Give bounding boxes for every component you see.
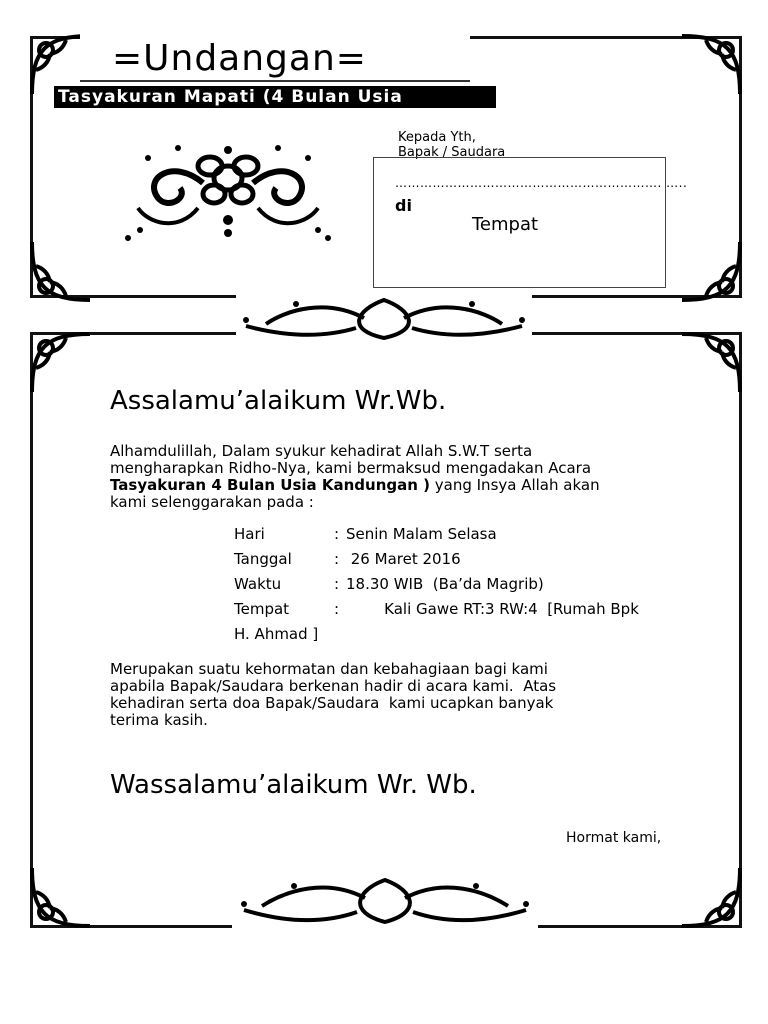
- bottom-ornament-icon: [232, 872, 538, 934]
- corner-ornament-icon: [26, 328, 96, 398]
- detail-label: Waktu: [234, 575, 282, 593]
- detail-colon: :: [334, 525, 340, 543]
- corner-ornament-icon: [26, 236, 96, 306]
- invitation-title: =Undangan=: [112, 38, 367, 79]
- corner-ornament-icon: [26, 862, 96, 932]
- recipient-line2: Bapak / Saudara: [398, 145, 506, 160]
- detail-value: Senin Malam Selasa: [346, 525, 497, 543]
- detail-value: Kali Gawe RT:3 RW:4 [Rumah Bpk: [346, 600, 639, 618]
- detail-label: Tempat: [234, 600, 290, 618]
- detail-colon: :: [334, 550, 340, 568]
- paragraph-line: apabila Bapak/Saudara berkenan hadir di acara kami. Atas: [110, 677, 557, 695]
- recipient-di: di: [395, 196, 412, 215]
- paragraph-line: kehadiran serta doa Bapak/Saudara kami ucapkan banyak: [110, 694, 554, 712]
- title-underline: [80, 80, 470, 82]
- detail-value: 18.30 WIB (Ba’da Magrib): [346, 575, 544, 593]
- subtitle-banner: [54, 86, 496, 108]
- event-name: Tasyakuran 4 Bulan Usia Kandungan ): [110, 476, 430, 494]
- signoff: Hormat kami,: [566, 830, 662, 846]
- detail-label: Hari: [234, 525, 265, 543]
- floral-ornament-icon: [118, 138, 338, 250]
- opening-paragraph: [110, 443, 700, 511]
- corner-ornament-icon: [676, 30, 746, 100]
- opening-greeting: Assalamu’alaikum Wr.Wb.: [110, 386, 447, 416]
- corner-ornament-icon: [676, 862, 746, 932]
- corner-ornament-icon: [676, 236, 746, 306]
- divider-ornament-icon: [236, 290, 532, 346]
- detail-value-continued: H. Ahmad ]: [234, 625, 319, 643]
- detail-value: 26 Maret 2016: [346, 550, 461, 568]
- detail-colon: :: [334, 575, 340, 593]
- invitation-subtitle: Tasyakuran Mapati (4 Bulan Usia: [58, 87, 403, 107]
- closing-greeting: Wassalamu’alaikum Wr. Wb.: [110, 770, 477, 800]
- paragraph-line: kami selenggarakan pada :: [110, 493, 314, 511]
- paragraph-line: mengharapkan Ridho-Nya, kami bermaksud mengadakan Acara: [110, 459, 592, 477]
- paragraph-text: yang Insya Allah akan: [430, 476, 600, 494]
- paragraph-line: [110, 477, 700, 494]
- recipient-line1: Kepada Yth,: [398, 130, 476, 145]
- recipient-salutation: [398, 130, 505, 160]
- detail-label: Tanggal: [234, 550, 292, 568]
- detail-colon: :: [334, 600, 340, 618]
- paragraph-line: Alhamdulillah, Dalam syukur kehadirat Allah S.W.T serta: [110, 442, 533, 460]
- corner-ornament-icon: [676, 328, 746, 398]
- paragraph-line: Merupakan suatu kehormatan dan kebahagiaan bagi kami: [110, 660, 548, 678]
- recipient-tempat: Tempat: [472, 214, 539, 235]
- recipient-name-blank: ………………………………………………………. …..: [395, 176, 688, 190]
- paragraph-line: terima kasih.: [110, 711, 208, 729]
- closing-paragraph: [110, 661, 650, 729]
